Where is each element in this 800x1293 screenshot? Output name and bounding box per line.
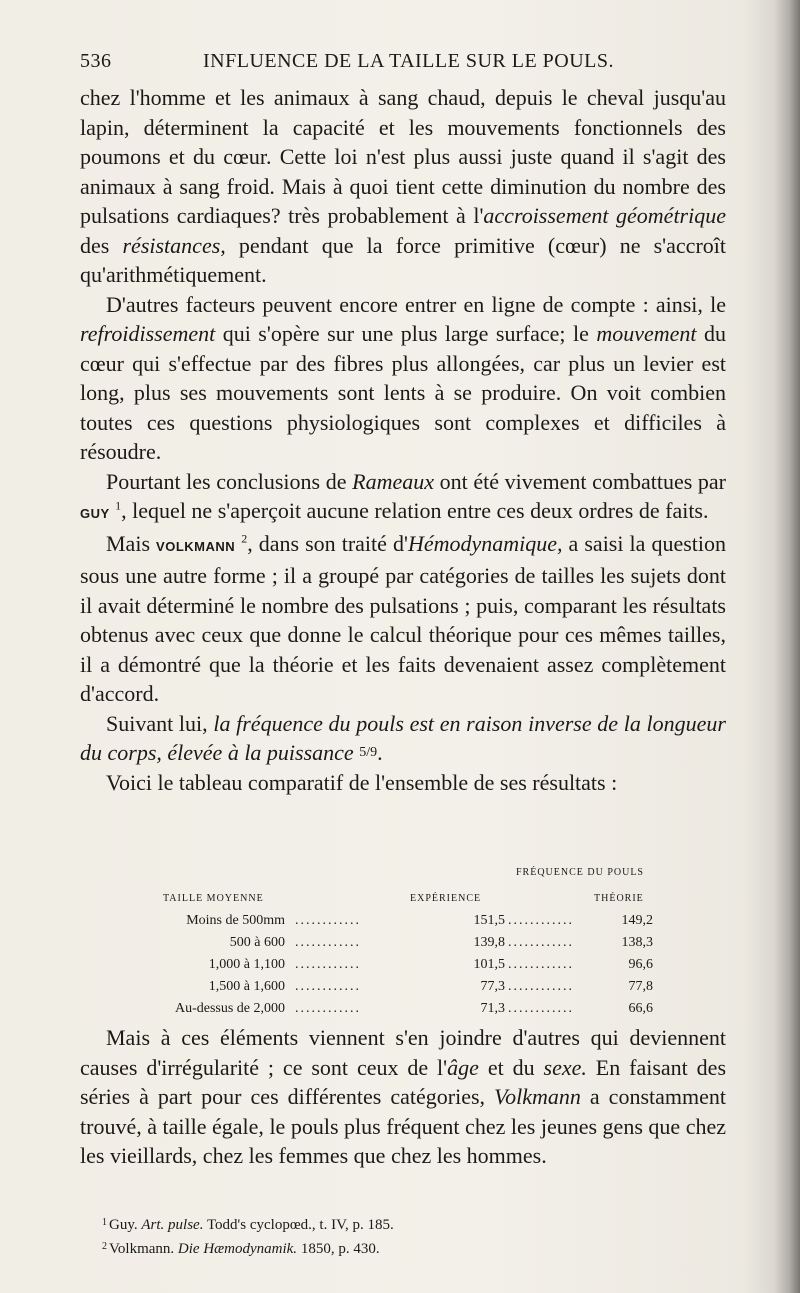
body-text-upper [80, 83, 726, 797]
column-header-taille: TAILLE MOYENNE [163, 893, 264, 904]
paragraph-6: Voici le tableau comparatif de l'ensemble de ses résultats : [106, 769, 618, 795]
results-table [120, 863, 730, 1016]
footnotes [80, 1212, 726, 1260]
cell-size: 1,500 à 1,600 [208, 979, 285, 994]
table-group-header: FRÉQUENCE DU POULS [515, 867, 644, 878]
column-header-experience: EXPÉRIENCE [410, 893, 482, 904]
table-row: 1,000 à 1,100 ............ 101,5 ............ 96,6 [208, 957, 653, 972]
paragraph-2: D'autres facteurs peuvent encore entrer en ligne de compte : ainsi, le refroidissement qui s'opère sur une plus large surface; le mouvement du cœur qui s'effectue par des fibres plus allongées, car plus un levier est long, plus ses mouvements sont lents à se produire. On voit combien toutes ces questions physiologiques sont complexes et difficiles à résoudre. [80, 291, 726, 464]
running-title: INFLUENCE DE LA TAILLE SUR LE POULS. [203, 50, 615, 72]
cell-theorie: 138,3 [621, 935, 653, 950]
cell-theorie: 66,6 [628, 1001, 653, 1016]
table-row: Au-dessus de 2,000 ............ 71,3 ............ 66,6 [174, 1001, 653, 1016]
book-spine-shadow [774, 0, 800, 1293]
table-row: 500 à 600 ............ 139,8 ............ 138,3 [229, 935, 653, 950]
table-row: 1,500 à 1,600 ............ 77,3 ............ 77,8 [208, 979, 653, 994]
author-guy: GUY [80, 506, 110, 521]
paragraph-4: Mais VOLKMANN $^2$, dans son traité d'Hémodynamique, a saisi la question sous une autre forme ; il a groupé par catégories de tailles les sujets dont il avait déterminé le nombre des pulsations ; puis, comparant les résultats obtenus avec ceux que donne le calcul théorique pour ces mêmes tailles, il a démontré que la théorie et les faits devenaient assez complètement d'accord. [80, 530, 727, 706]
page-header [80, 50, 730, 80]
fraction: 5/9 [359, 745, 378, 760]
paragraph-7: Mais à ces éléments viennent s'en joindre d'autres qui deviennent causes d'irrégularité ; ce sont ceux de l'âge et du sexe. En faisant des séries à part pour ces différentes catégories, Volkmann a constamment trouvé, à taille égale, le pouls plus fréquent chez les jeunes gens que chez les vieillards, chez les femmes que chez les hommes. [80, 1025, 726, 1168]
cell-size: Moins de 500mm [186, 913, 285, 928]
cell-size: Au-dessus de 2,000 [174, 1001, 285, 1016]
footnote-1: $^1$ Guy. Art. pulse. Todd's cyclopœd., t. IV, p. 185. [102, 1217, 394, 1233]
body-text-lower [80, 1023, 726, 1171]
cell-size: 1,000 à 1,100 [208, 957, 285, 972]
cell-experience: 77,3 [480, 979, 505, 994]
paragraph-3: Pourtant les conclusions de Rameaux ont été vivement combattues par GUY $^1$, lequel ne s'aperçoit aucune relation entre ces deux ordres de faits. [80, 468, 726, 523]
table-row: Moins de 500mm ............ 151,5 ............ 149,2 [186, 913, 653, 928]
page-number: 536 [80, 50, 112, 72]
cell-experience: 151,5 [473, 913, 505, 928]
cell-theorie: 149,2 [621, 913, 653, 928]
footnote-ref-1: 1 [115, 498, 122, 513]
cell-experience: 101,5 [473, 957, 505, 972]
column-header-theorie: THÉORIE [594, 893, 644, 904]
footnote-ref-2: 2 [241, 531, 248, 546]
cell-experience: 71,3 [480, 1001, 505, 1016]
author-volkmann: VOLKMANN [156, 538, 236, 554]
footnote-2: $^2$ Volkmann. Die Hæmodynamik. 1850, p. 430. [102, 1241, 380, 1257]
paragraph-1: chez l'homme et les animaux à sang chaud, depuis le cheval jusqu'au lapin, déterminent la capacité et les mouvements fonctionnels des poumons et du cœur. Cette loi n'est plus aussi juste quand il s'agit des animaux à sang froid. Mais à quoi tient cette diminution du nombre des pulsations cardiaques? très probablement à l'accroissement géométrique des résistances, pendant que la force primitive (cœur) ne s'accroît qu'arithmétiquement. [80, 85, 726, 287]
cell-size: 500 à 600 [229, 935, 285, 950]
cell-experience: 139,8 [473, 935, 505, 950]
paragraph-5: Suivant lui, la fréquence du pouls est en raison inverse de la longueur du corps, élevée à la puissance 5/9. [80, 710, 726, 765]
cell-theorie: 96,6 [628, 957, 653, 972]
cell-theorie: 77,8 [628, 979, 653, 994]
